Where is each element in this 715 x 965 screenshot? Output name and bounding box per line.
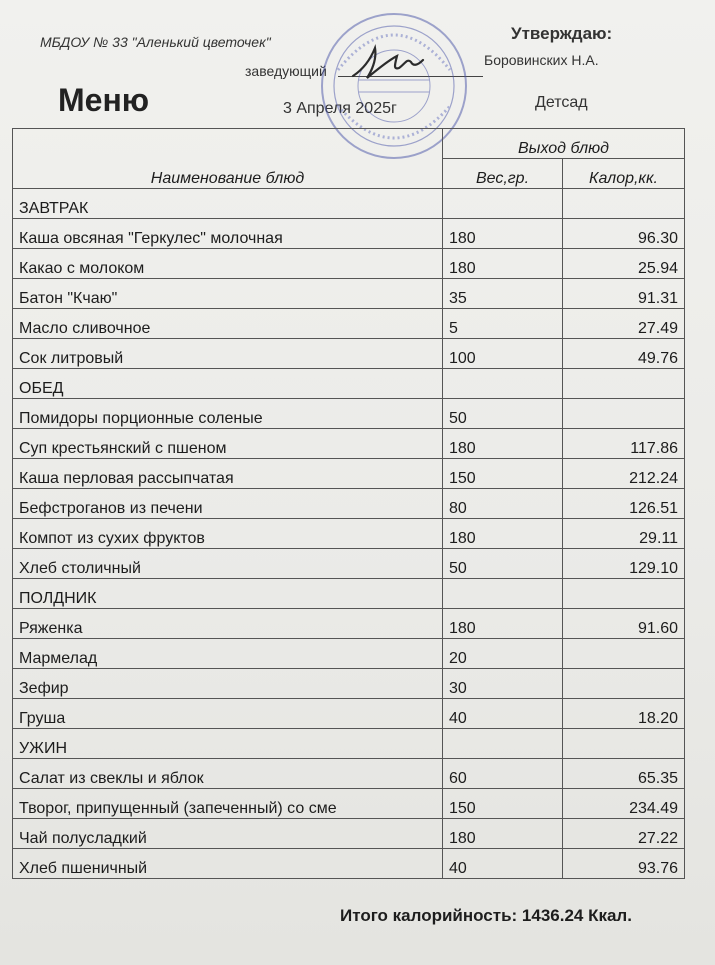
section-title: ОБЕД bbox=[13, 369, 443, 399]
dish-weight: 150 bbox=[443, 459, 563, 489]
signature-line bbox=[338, 76, 483, 77]
dish-name: Ряженка bbox=[13, 609, 443, 639]
dish-name: Компот из сухих фруктов bbox=[13, 519, 443, 549]
dish-name: Какао с молоком bbox=[13, 249, 443, 279]
table-row bbox=[13, 759, 685, 789]
dish-calories bbox=[563, 639, 685, 669]
dish-name: Хлеб пшеничный bbox=[13, 849, 443, 879]
group-label: Детсад bbox=[535, 94, 588, 111]
table-row bbox=[13, 279, 685, 309]
dish-name: Каша перловая рассыпчатая bbox=[13, 459, 443, 489]
table-row bbox=[13, 849, 685, 879]
table-row bbox=[13, 819, 685, 849]
empty-cell bbox=[443, 189, 563, 219]
dish-name: Хлеб столичный bbox=[13, 549, 443, 579]
empty-cell bbox=[563, 729, 685, 759]
section-title: ПОЛДНИК bbox=[13, 579, 443, 609]
header-output: Выход блюд bbox=[443, 129, 685, 159]
section-title: УЖИН bbox=[13, 729, 443, 759]
dish-name: Груша bbox=[13, 699, 443, 729]
dish-calories: 126.51 bbox=[563, 489, 685, 519]
dish-weight: 180 bbox=[443, 609, 563, 639]
dish-calories: 18.20 bbox=[563, 699, 685, 729]
section-row bbox=[13, 729, 685, 759]
section-row bbox=[13, 189, 685, 219]
table-row bbox=[13, 549, 685, 579]
dish-name: Помидоры порционные соленые bbox=[13, 399, 443, 429]
dish-weight: 5 bbox=[443, 309, 563, 339]
dish-weight: 60 bbox=[443, 759, 563, 789]
dish-weight: 100 bbox=[443, 339, 563, 369]
dish-name: Суп крестьянский с пшеном bbox=[13, 429, 443, 459]
dish-weight: 50 bbox=[443, 399, 563, 429]
page-title: Меню bbox=[58, 82, 150, 118]
dish-calories: 29.11 bbox=[563, 519, 685, 549]
table-row bbox=[13, 669, 685, 699]
header-weight: Вес,гр. bbox=[443, 159, 563, 189]
dish-name: Чай полусладкий bbox=[13, 819, 443, 849]
dish-calories: 129.10 bbox=[563, 549, 685, 579]
table-row bbox=[13, 309, 685, 339]
empty-cell bbox=[563, 369, 685, 399]
dish-name: Мармелад bbox=[13, 639, 443, 669]
head-role: заведующий bbox=[245, 63, 327, 79]
dish-weight: 180 bbox=[443, 819, 563, 849]
approve-label: Утверждаю: bbox=[511, 24, 613, 43]
dish-name: Каша овсяная "Геркулес" молочная bbox=[13, 219, 443, 249]
dish-calories: 93.76 bbox=[563, 849, 685, 879]
dish-weight: 180 bbox=[443, 219, 563, 249]
table-row bbox=[13, 519, 685, 549]
table-row bbox=[13, 399, 685, 429]
empty-cell bbox=[563, 579, 685, 609]
table-row bbox=[13, 459, 685, 489]
header-dish-name: Наименование блюд bbox=[13, 129, 443, 189]
dish-weight: 20 bbox=[443, 639, 563, 669]
table-row bbox=[13, 699, 685, 729]
table-row bbox=[13, 219, 685, 249]
section-row bbox=[13, 369, 685, 399]
dish-weight: 80 bbox=[443, 489, 563, 519]
dish-weight: 180 bbox=[443, 519, 563, 549]
table-row bbox=[13, 429, 685, 459]
table-row bbox=[13, 609, 685, 639]
table-row bbox=[13, 489, 685, 519]
menu-body bbox=[13, 189, 685, 879]
empty-cell bbox=[563, 189, 685, 219]
dish-calories: 234.49 bbox=[563, 789, 685, 819]
dish-calories bbox=[563, 669, 685, 699]
dish-name: Салат из свеклы и яблок bbox=[13, 759, 443, 789]
dish-calories: 49.76 bbox=[563, 339, 685, 369]
dish-weight: 35 bbox=[443, 279, 563, 309]
empty-cell bbox=[443, 579, 563, 609]
section-title: ЗАВТРАК bbox=[13, 189, 443, 219]
dish-weight: 150 bbox=[443, 789, 563, 819]
dish-weight: 30 bbox=[443, 669, 563, 699]
header-calories: Калор,кк. bbox=[563, 159, 685, 189]
dish-calories: 117.86 bbox=[563, 429, 685, 459]
section-row bbox=[13, 579, 685, 609]
dish-weight: 40 bbox=[443, 849, 563, 879]
signature-icon bbox=[345, 38, 445, 88]
head-name: Боровинских Н.А. bbox=[484, 52, 599, 68]
dish-name: Зефир bbox=[13, 669, 443, 699]
table-row bbox=[13, 639, 685, 669]
dish-calories: 96.30 bbox=[563, 219, 685, 249]
dish-calories: 212.24 bbox=[563, 459, 685, 489]
menu-table bbox=[12, 128, 685, 879]
dish-name: Бефстроганов из печени bbox=[13, 489, 443, 519]
dish-calories: 27.22 bbox=[563, 819, 685, 849]
dish-weight: 180 bbox=[443, 249, 563, 279]
dish-weight: 50 bbox=[443, 549, 563, 579]
dish-calories: 91.31 bbox=[563, 279, 685, 309]
empty-cell bbox=[443, 369, 563, 399]
dish-name: Творог, припущенный (запеченный) со сме bbox=[13, 789, 443, 819]
dish-calories: 25.94 bbox=[563, 249, 685, 279]
dish-weight: 40 bbox=[443, 699, 563, 729]
menu-date: 3 Апреля 2025г bbox=[283, 100, 397, 117]
dish-calories: 27.49 bbox=[563, 309, 685, 339]
organization-name: МБДОУ № 33 "Аленький цветочек" bbox=[40, 34, 271, 50]
dish-weight: 180 bbox=[443, 429, 563, 459]
dish-name: Сок литровый bbox=[13, 339, 443, 369]
dish-name: Масло сливочное bbox=[13, 309, 443, 339]
dish-calories: 91.60 bbox=[563, 609, 685, 639]
dish-calories: 65.35 bbox=[563, 759, 685, 789]
total-calories: Итого калорийность: 1436.24 Ккал. bbox=[340, 906, 632, 925]
table-row bbox=[13, 789, 685, 819]
dish-name: Батон "Кчаю" bbox=[13, 279, 443, 309]
dish-calories bbox=[563, 399, 685, 429]
table-row bbox=[13, 339, 685, 369]
empty-cell bbox=[443, 729, 563, 759]
table-row bbox=[13, 249, 685, 279]
